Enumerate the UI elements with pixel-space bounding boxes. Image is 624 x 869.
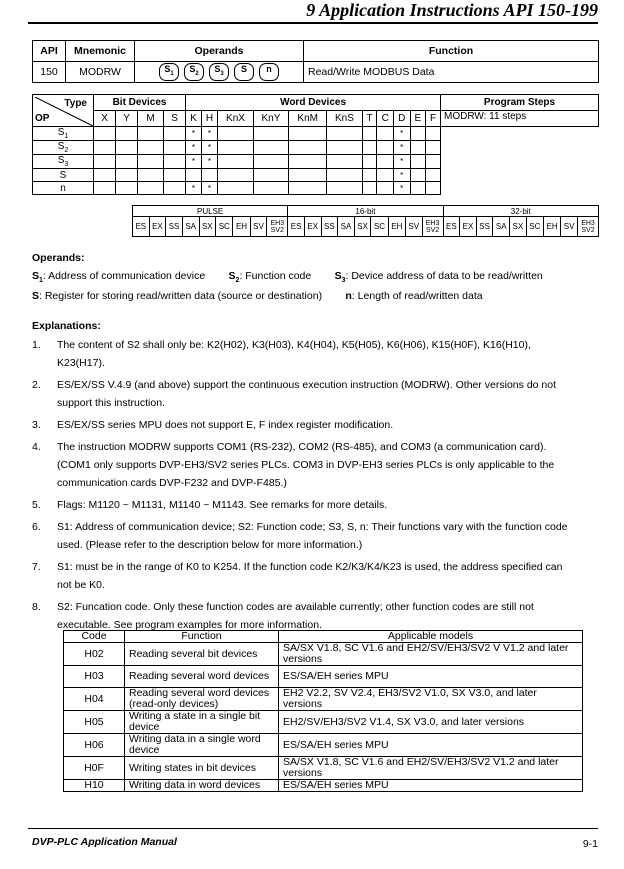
operand-s3: $S_3$	[209, 63, 229, 81]
device-mark: *	[201, 127, 218, 141]
device-mark	[327, 169, 362, 182]
device-mark: *	[201, 155, 218, 169]
function-code: H04	[64, 688, 125, 711]
device-row	[33, 155, 599, 169]
explanation-line: used. (Please refer to the description below for more information.)	[57, 539, 363, 551]
operand-desc-s3: : Device address of data to be read/written	[345, 270, 543, 282]
device-mark	[138, 155, 164, 169]
api-number: 150	[33, 62, 66, 83]
explanation-line: Flags: M1120 ~ M1131, M1140 ~ M1143. See remarks for more details.	[57, 499, 388, 511]
device-mark	[94, 169, 116, 182]
col-m: M	[138, 111, 164, 127]
mnemonic: MODRW	[66, 62, 135, 83]
device-row	[33, 182, 599, 195]
explanation-line: (COM1 only supports DVP-EH3/SV2 series PLCs. COM3 in DVP-EH3 series PLCs is only applicable to the	[57, 459, 555, 471]
device-table	[32, 94, 599, 195]
word-devices-header: Word Devices	[186, 95, 441, 111]
function-code-row	[64, 666, 583, 688]
explanation-line: S2: Funcation code. Only these function codes are available currently; other function codes are still not	[57, 601, 534, 613]
type-op-header	[33, 95, 94, 127]
device-mark	[163, 169, 185, 182]
device-mark: *	[186, 127, 202, 141]
device-mark	[94, 182, 116, 195]
applicable-models: EH2/SV/EH3/SV2 V1.4, SX V3.0, and later versions	[279, 711, 583, 734]
applicable-models: SA/SX V1.8, SC V1.6 and EH2/SV/EH3/SV2 V1.2 and later versions	[279, 757, 583, 780]
col-knm: KnM	[289, 111, 327, 127]
device-mark	[377, 127, 394, 141]
applicable-models: ES/SA/EH series MPU	[279, 734, 583, 757]
device-mark	[426, 127, 441, 141]
applicable-models: EH2 V2.2, SV V2.4, EH3/SV2 V1.0, SX V3.0, and later versions	[279, 688, 583, 711]
device-mark: *	[393, 155, 410, 169]
col-knx: KnX	[218, 111, 253, 127]
device-row-operand: $S_1$	[33, 127, 94, 141]
device-mark	[163, 182, 185, 195]
pulse-model-cell: SA	[182, 217, 199, 237]
explanation-line: not be K0.	[57, 579, 105, 591]
device-mark	[289, 169, 327, 182]
function-desc: Read/Write MODBUS Data	[304, 62, 599, 83]
device-mark	[253, 127, 288, 141]
operands-line-1	[32, 270, 543, 284]
pulse-model-cell: SX	[199, 217, 216, 237]
device-mark	[377, 155, 394, 169]
function-code: H06	[64, 734, 125, 757]
pulse-model-cell: SC	[216, 217, 233, 237]
explanation-number: 4.	[32, 441, 41, 453]
pulse-model-cell: EH3 SV2	[578, 217, 599, 237]
col-kny: KnY	[253, 111, 288, 127]
operand-n: n	[259, 63, 279, 81]
operand-key-s2: $S_2$	[228, 270, 240, 285]
operand-desc-n: : Length of read/written data	[351, 290, 483, 302]
device-mark	[426, 182, 441, 195]
function-name: Writing data in word devices	[125, 780, 279, 792]
pulse-model-cell: EH3 SV2	[422, 217, 443, 237]
pulse-model-cell: SX	[510, 217, 527, 237]
device-mark	[410, 127, 426, 141]
explanation-number: 8.	[32, 601, 41, 613]
explanation-line: ES/EX/SS series MPU does not support E, F index register modification.	[57, 419, 394, 431]
pulse-model-cell: SV	[405, 217, 422, 237]
explanation-line: executable. See program examples for more information.	[57, 619, 322, 631]
function-name: Writing states in bit devices	[125, 757, 279, 780]
col-h: H	[201, 111, 218, 127]
function-name: Writing data in a single word device	[125, 734, 279, 757]
function-codes-table	[63, 630, 583, 792]
device-mark: *	[201, 182, 218, 195]
device-mark	[94, 141, 116, 155]
function-code-row	[64, 688, 583, 711]
device-mark	[289, 127, 327, 141]
footer-rule	[28, 828, 598, 829]
pulse-model-cell: EX	[149, 217, 166, 237]
col-k: K	[186, 111, 202, 127]
device-mark	[362, 127, 377, 141]
device-mark	[327, 182, 362, 195]
device-mark	[138, 141, 164, 155]
pulse-model-cell: SC	[371, 217, 388, 237]
applicable-models: ES/SA/EH series MPU	[279, 666, 583, 688]
col-operands: Operands	[135, 41, 304, 62]
type-label: Type	[64, 97, 87, 109]
pulse-model-cell: ES	[443, 217, 460, 237]
col-d: D	[393, 111, 410, 127]
device-mark	[289, 182, 327, 195]
col-c: C	[377, 111, 394, 127]
pulse-model-cell: SC	[526, 217, 543, 237]
pulse-model-cell: EH	[233, 217, 250, 237]
col-f: F	[426, 111, 441, 127]
program-steps-header: Program Steps	[441, 95, 599, 111]
device-mark	[116, 127, 138, 141]
device-mark	[327, 155, 362, 169]
device-mark: *	[186, 155, 202, 169]
device-row	[33, 127, 599, 141]
pulse-model-cell: SA	[338, 217, 355, 237]
col-function: Function	[304, 41, 599, 62]
bit-devices-header: Bit Devices	[94, 95, 186, 111]
explanation-number: 2.	[32, 379, 41, 391]
applicable-models: SA/SX V1.8, SC V1.6 and EH2/SV/EH3/SV2 V V1.2 and later versions	[279, 643, 583, 666]
device-mark: *	[393, 141, 410, 155]
program-steps-value: MODRW: 11 steps	[441, 111, 599, 127]
function-code-row	[64, 757, 583, 780]
device-mark	[410, 155, 426, 169]
device-mark	[426, 169, 441, 182]
device-mark	[426, 141, 441, 155]
code-header: Code	[64, 631, 125, 643]
device-mark	[377, 141, 394, 155]
device-row-operand: S	[33, 169, 94, 182]
function-code: H0F	[64, 757, 125, 780]
pulse-model-cell: SS	[476, 217, 493, 237]
device-mark	[410, 169, 426, 182]
device-row-operand: n	[33, 182, 94, 195]
device-mark	[362, 182, 377, 195]
function-code: H02	[64, 643, 125, 666]
pulse-model-cell: SS	[321, 217, 338, 237]
device-mark	[116, 141, 138, 155]
device-mark	[377, 169, 394, 182]
device-mark	[138, 182, 164, 195]
explanation-number: 3.	[32, 419, 41, 431]
page-title: 9 Application Instructions API 150-199	[306, 0, 598, 20]
col-kns: KnS	[327, 111, 362, 127]
device-mark	[362, 141, 377, 155]
explanation-line: The content of S2 shall only be: K2(H02), K3(H03), K4(H04), K5(H05), K6(H06), K15(H0F), K16(H10),	[57, 339, 531, 351]
operand-key-n: n	[345, 290, 352, 302]
pulse-model-cell: SS	[166, 217, 183, 237]
device-mark	[218, 182, 253, 195]
explanation-line: ES/EX/SS V.4.9 (and above) support the continuous execution instruction (MODRW). Other versions do not	[57, 379, 557, 391]
explanation-line: support this instruction.	[57, 397, 165, 409]
col-s: S	[163, 111, 185, 127]
device-mark	[116, 155, 138, 169]
device-mark	[163, 155, 185, 169]
function-code: H10	[64, 780, 125, 792]
operands-title: Operands:	[32, 252, 85, 264]
pulse-model-cell: EH	[388, 217, 405, 237]
device-mark	[253, 141, 288, 155]
function-code: H05	[64, 711, 125, 734]
device-mark	[253, 155, 288, 169]
device-mark	[289, 141, 327, 155]
device-mark	[327, 127, 362, 141]
function-name: Reading several bit devices	[125, 643, 279, 666]
explanation-number: 7.	[32, 561, 41, 573]
function-code-row	[64, 643, 583, 666]
explanation-line: S1: must be in the range of K0 to K254. If the function code K2/K3/K4/K23 is used, the address specified can	[57, 561, 563, 573]
device-mark	[116, 169, 138, 182]
footer-manual-title: DVP-PLC Application Manual	[32, 836, 177, 848]
pulse-support-table	[132, 205, 599, 237]
operand-desc-s2: : Function code	[239, 270, 312, 282]
explanation-number: 5.	[32, 499, 41, 511]
device-row-operand: $S_2$	[33, 141, 94, 155]
operand-list	[135, 62, 304, 83]
function-code: H03	[64, 666, 125, 688]
pulse-model-cell: SV	[561, 217, 578, 237]
device-row-operand: $S_3$	[33, 155, 94, 169]
function-name: Reading several word devices	[125, 666, 279, 688]
page-number: 9-1	[582, 838, 598, 850]
device-mark	[218, 155, 253, 169]
device-mark	[253, 169, 288, 182]
explanations-title: Explanations:	[32, 320, 101, 332]
pulse-model-cell: EH3 SV2	[267, 217, 288, 237]
operand-desc-s: : Register for storing read/written data (source or destination)	[39, 290, 323, 302]
device-mark	[116, 182, 138, 195]
operand-s2: $S_2$	[184, 63, 204, 81]
pulse-model-cell: EX	[460, 217, 477, 237]
device-mark	[410, 182, 426, 195]
col-t: T	[362, 111, 377, 127]
device-mark	[327, 141, 362, 155]
device-mark	[253, 182, 288, 195]
device-mark: *	[393, 127, 410, 141]
device-mark	[426, 155, 441, 169]
device-mark	[186, 169, 202, 182]
applicable-models: ES/SA/EH series MPU	[279, 780, 583, 792]
op-label: OP	[35, 112, 50, 124]
function-name: Writing a state in a single bit device	[125, 711, 279, 734]
operand-s1: $S_1$	[159, 63, 179, 81]
device-mark	[163, 127, 185, 141]
operand-key-s: S	[32, 290, 40, 302]
col-mnemonic: Mnemonic	[66, 41, 135, 62]
device-row	[33, 169, 599, 182]
device-mark	[138, 127, 164, 141]
explanation-line: S1: Address of communication device; S2: Function code; S3, S, n: Their functions vary with the function code	[57, 521, 568, 533]
function-code-row	[64, 711, 583, 734]
device-mark	[94, 155, 116, 169]
explanation-line: communication cards DVP-F232 and DVP-F485.)	[57, 477, 287, 489]
col-e: E	[410, 111, 426, 127]
device-mark: *	[201, 141, 218, 155]
device-mark	[362, 155, 377, 169]
explanation-line: The instruction MODRW supports COM1 (RS-232), COM2 (RS-485), and COM3 (a communication card).	[57, 441, 547, 453]
device-mark: *	[186, 182, 202, 195]
function-name: Reading several word devices (read-only devices)	[125, 688, 279, 711]
col-x: X	[94, 111, 116, 127]
operand-s: S	[234, 63, 254, 81]
function-header: Function	[125, 631, 279, 643]
device-mark	[94, 127, 116, 141]
function-code-row	[64, 780, 583, 792]
device-mark: *	[186, 141, 202, 155]
function-code-row	[64, 734, 583, 757]
pulse-model-cell: SX	[354, 217, 371, 237]
device-mark	[410, 141, 426, 155]
32bit-group: 32-bit	[443, 206, 598, 217]
pulse-model-cell: ES	[133, 217, 150, 237]
pulse-model-cell: SV	[250, 217, 267, 237]
col-y: Y	[116, 111, 138, 127]
pulse-group: PULSE	[133, 206, 288, 217]
pulse-model-cell: EH	[543, 217, 560, 237]
operand-key-s3: $S_3$	[334, 270, 346, 285]
device-mark	[377, 182, 394, 195]
pulse-model-cell: ES	[288, 217, 305, 237]
device-mark	[201, 169, 218, 182]
device-mark	[218, 169, 253, 182]
page-header	[0, 0, 624, 24]
device-mark	[138, 169, 164, 182]
explanation-line: K23(H17).	[57, 357, 105, 369]
header-rule	[28, 22, 598, 24]
device-mark	[289, 155, 327, 169]
explanation-number: 1.	[32, 339, 41, 351]
device-mark	[362, 169, 377, 182]
device-mark	[218, 141, 253, 155]
operands-line-2	[32, 290, 483, 302]
device-mark	[163, 141, 185, 155]
explanation-number: 6.	[32, 521, 41, 533]
device-mark: *	[393, 182, 410, 195]
col-api: API	[33, 41, 66, 62]
models-header: Applicable models	[279, 631, 583, 643]
pulse-model-cell: EX	[304, 217, 321, 237]
device-mark	[218, 127, 253, 141]
16bit-group: 16-bit	[288, 206, 443, 217]
operand-key-s1: $S_1$	[32, 270, 43, 285]
device-row	[33, 141, 599, 155]
operand-desc-s1: : Address of communication device	[42, 270, 206, 282]
pulse-model-cell: SA	[493, 217, 510, 237]
instruction-summary-table	[32, 40, 599, 83]
device-mark: *	[393, 169, 410, 182]
